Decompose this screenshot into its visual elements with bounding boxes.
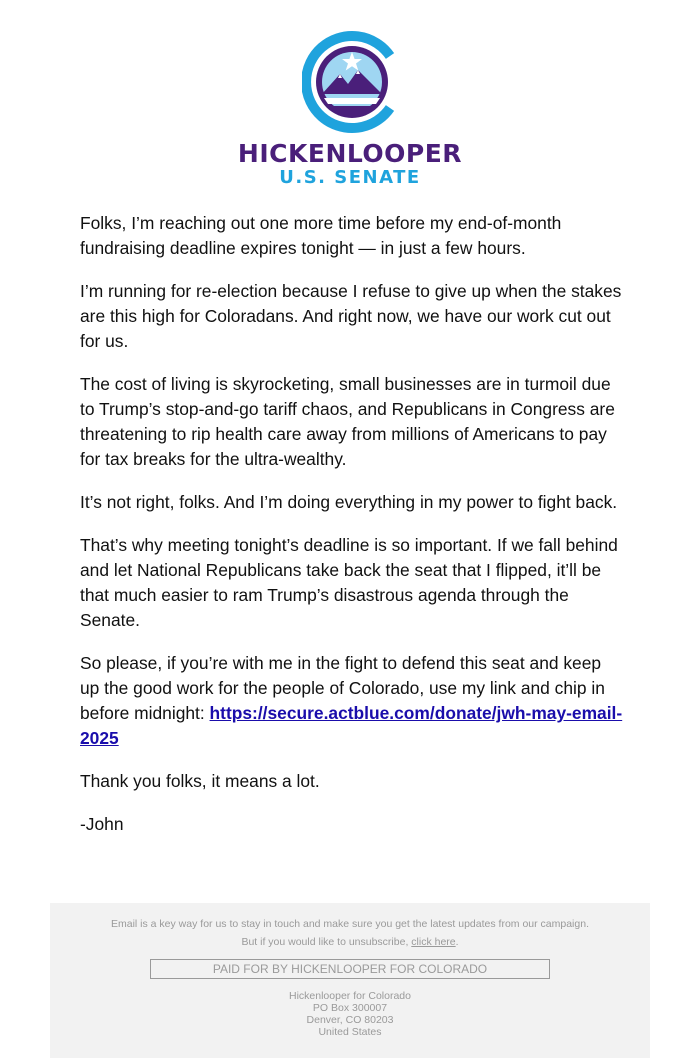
campaign-logo [0, 28, 700, 188]
unsubscribe-suffix: . [455, 936, 459, 948]
paragraph-2: I’m running for re-election because I refuse to give up when the stakes are this high for Coloradans. And right now, we have our work cut out for us. [80, 281, 622, 351]
email-footer [50, 903, 650, 1058]
donate-link[interactable]: https://secure.actblue.com/donate/jwh-may-email-2025 [80, 703, 623, 748]
signature: -John [80, 814, 124, 834]
paragraph-5: That’s why meeting tonight’s deadline is so important. If we fall behind and let National Republicans take back the seat that I flipped, it’ll be that much easier to ram Trump’s disastrous agenda through the Senate. [80, 535, 618, 630]
logo-name: HICKENLOOPER [237, 139, 463, 168]
logo-subtitle: U.S. SENATE [279, 167, 421, 188]
address-line: Hickenlooper for Colorado [289, 990, 411, 1002]
unsubscribe-line [50, 935, 650, 949]
star-mountain-c-logo-icon [302, 28, 398, 136]
address-line: PO Box 300007 [312, 1002, 388, 1014]
footer-notice: Email is a key way for us to stay in touch and make sure you get the latest updates from our campaign. [111, 918, 589, 930]
paragraph-3: The cost of living is skyrocketing, small businesses are in turmoil due to Trump’s stop-and-go tariff chaos, and Republicans in Congress are threatening to rip health care away from millions of Americans to pay for tax breaks for the ultra-wealthy. [80, 374, 615, 469]
paragraph-4: It’s not right, folks. And I’m doing everything in my power to fight back. [80, 492, 618, 512]
thanks-paragraph: Thank you folks, it means a lot. [80, 771, 320, 791]
address-line: United States [318, 1026, 382, 1038]
address-line: Denver, CO 80203 [306, 1014, 394, 1026]
mailing-address [50, 990, 650, 1038]
unsubscribe-prefix: But if you would like to unsubscribe, [241, 936, 412, 948]
unsubscribe-link[interactable]: click here [411, 936, 456, 948]
paragraph-1: Folks, I’m reaching out one more time before my end-of-month fundraising deadline expires tonight — in just a few hours. [80, 213, 562, 258]
cta-paragraph [80, 651, 625, 751]
cta-text: So please, if you’re with me in the fight to defend this seat and keep up the good work for the people of Colorado, use my link and chip in before midnight: [80, 653, 605, 723]
email-body [80, 211, 625, 855]
paid-for-disclaimer: PAID FOR BY HICKENLOOPER FOR COLORADO [150, 959, 550, 979]
